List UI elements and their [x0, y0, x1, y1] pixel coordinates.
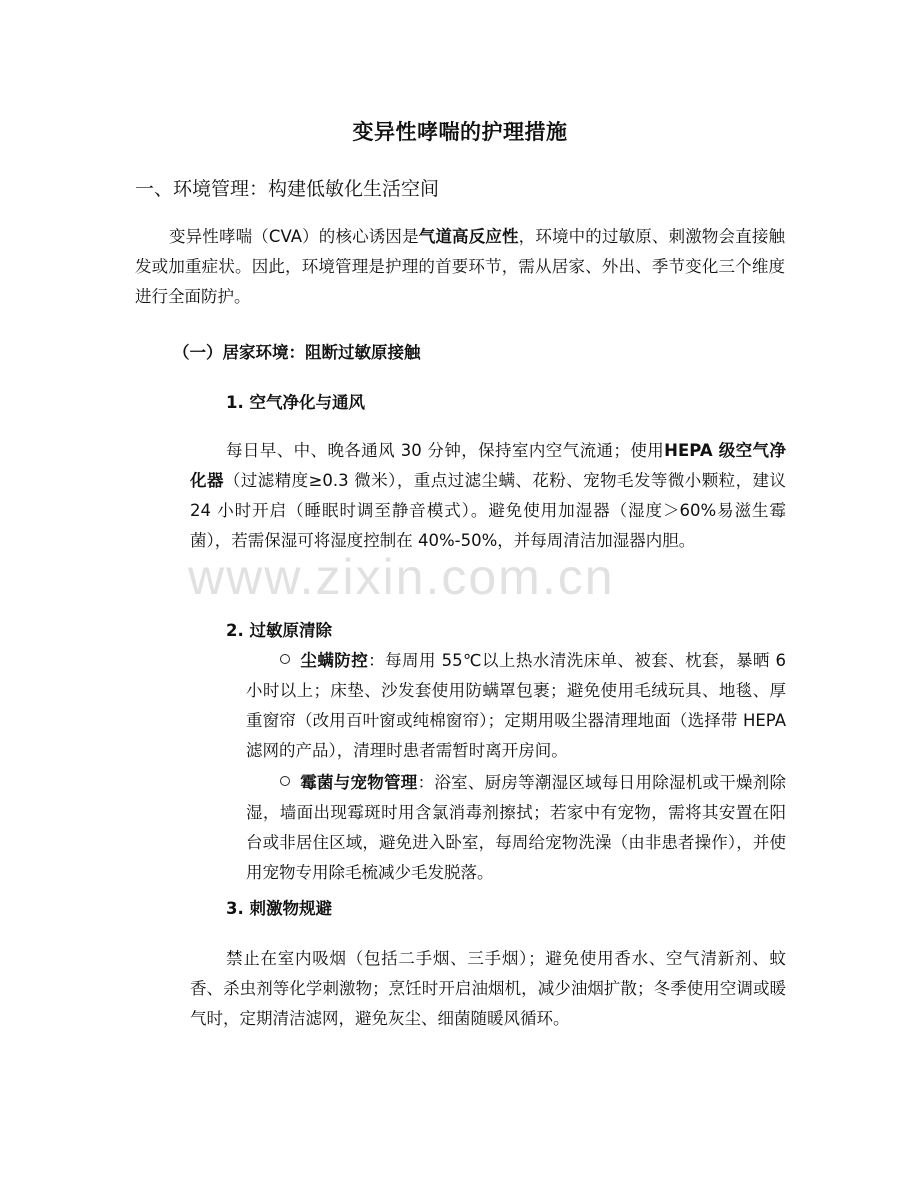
circle-bullet-icon — [280, 654, 290, 664]
irritant-paragraph: 禁止在室内吸烟（包括二手烟、三手烟）；避免使用香水、空气清新剂、蚊香、杀虫剂等化学刺激物；烹饪时开启油烟机，减少油烟扩散；冬季使用空调或暖气时，定期清洁滤网，避免灰尘、细菌随暖风循环。 — [190, 949, 786, 1028]
section-heading-environment: 一、环境管理：构建低敏化生活空间 — [135, 178, 440, 200]
item-heading-allergen: 2. 过敏原清除 — [226, 621, 332, 640]
mite-bold-term: 尘螨防控 — [300, 651, 369, 670]
mold-bullet-item — [246, 768, 786, 888]
air-text-1: 每日早、中、晚各通风 30 分钟，保持室内空气流通；使用 — [226, 441, 665, 460]
item-heading-irritant: 3. 刺激物规避 — [226, 899, 332, 918]
intro-bold-term: 气道高反应性 — [418, 227, 519, 246]
mite-bullet-item — [246, 646, 786, 766]
air-paragraph — [190, 436, 786, 556]
item-heading-air: 1. 空气净化与通风 — [226, 393, 365, 412]
watermark: www.zixin.com.cn — [188, 549, 615, 605]
document-title: 变异性哮喘的护理措施 — [352, 120, 568, 144]
intro-paragraph — [135, 222, 785, 312]
air-bold-term: HEPA 级空气净化器 — [190, 441, 786, 490]
circle-bullet-icon — [280, 776, 290, 786]
mite-text: ：每周用 55℃以上热水清洗床单、被套、枕套，暴晒 6 小时以上；床垫、沙发套使用防螨罩包裹；避免使用毛绒玩具、地毯、厚重窗帘（改用百叶窗或纯棉窗帘）；定期用吸尘器清理地面（选择带 HEPA 滤网的产品），清理时患者需暂时离开房间。 — [246, 651, 787, 760]
intro-text-1: 变异性哮喘（CVA）的核心诱因是 — [169, 227, 419, 246]
mold-text: ：浴室、厨房等潮湿区域每日用除湿机或干燥剂除湿，墙面出现霉斑时用含氯消毒剂擦拭；若家中有宠物，需将其安置在阳台或非居住区域，避免进入卧室，每周给宠物洗澡（由非患者操作），并使用宠物专用除毛梳减少毛发脱落。 — [246, 773, 787, 882]
intro-text-2: ，环境中的过敏原、刺激物会直接触发或加重症状。因此，环境管理是护理的首要环节，需从居家、外出、季节变化三个维度进行全面防护。 — [135, 227, 786, 306]
air-text-2: （过滤精度≥0.3 微米），重点过滤尘螨、花粉、宠物毛发等微小颗粒，建议 24 小时开启（睡眠时调至静音模式）。避免使用加湿器（湿度＞60%易滋生霉菌），若需保湿可将湿度控制在 40%-50%，并每周清洁加湿器内胆。 — [190, 471, 786, 550]
subsection-heading-home: （一）居家环境：阻断过敏原接触 — [173, 343, 421, 362]
mold-bold-term: 霉菌与宠物管理 — [300, 773, 418, 792]
